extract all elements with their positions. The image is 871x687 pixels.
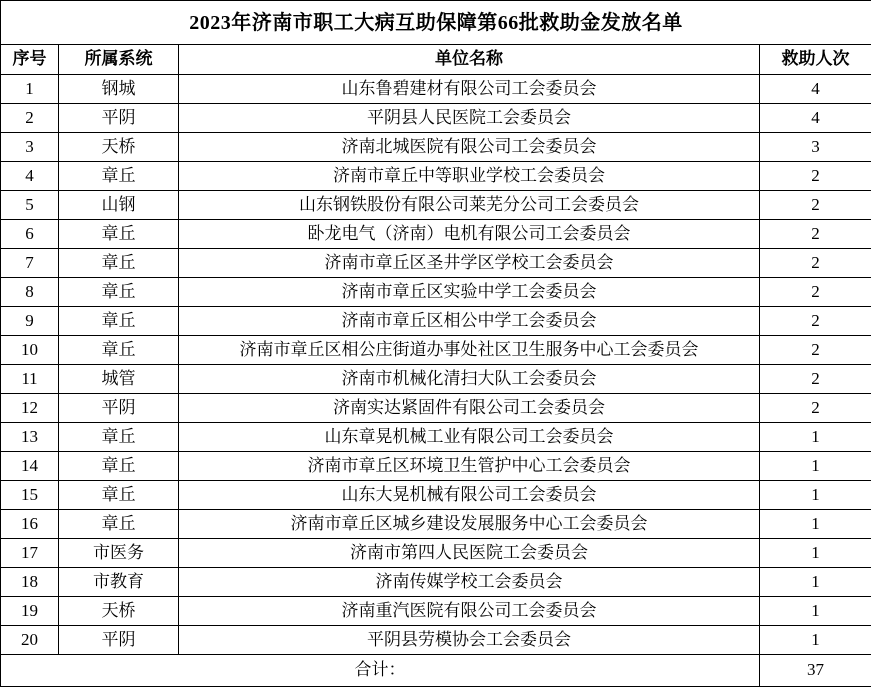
table-row: [1, 249, 871, 278]
cell-count: 2: [760, 191, 871, 220]
table-row: [1, 162, 871, 191]
cell-unit: 济南北城医院有限公司工会委员会: [179, 133, 760, 162]
cell-system: 钢城: [59, 75, 179, 104]
table-row: [1, 568, 871, 597]
cell-system: 章丘: [59, 249, 179, 278]
cell-unit: 济南实达紧固件有限公司工会委员会: [179, 394, 760, 423]
col-header-no: 序号: [1, 45, 59, 75]
cell-no: 16: [1, 510, 59, 539]
cell-count: 2: [760, 220, 871, 249]
table-row: [1, 75, 871, 104]
table-row: [1, 481, 871, 510]
cell-system: 章丘: [59, 423, 179, 452]
cell-count: 2: [760, 249, 871, 278]
cell-no: 19: [1, 597, 59, 626]
table-row: [1, 452, 871, 481]
total-row: [1, 655, 871, 687]
cell-system: 天桥: [59, 133, 179, 162]
cell-count: 4: [760, 75, 871, 104]
cell-system: 平阴: [59, 394, 179, 423]
cell-count: 1: [760, 481, 871, 510]
cell-count: 2: [760, 365, 871, 394]
cell-count: 1: [760, 568, 871, 597]
cell-unit: 山东章晃机械工业有限公司工会委员会: [179, 423, 760, 452]
cell-unit: 济南市章丘区相公庄街道办事处社区卫生服务中心工会委员会: [179, 336, 760, 365]
cell-count: 4: [760, 104, 871, 133]
cell-count: 2: [760, 394, 871, 423]
cell-unit: 济南市章丘区实验中学工会委员会: [179, 278, 760, 307]
cell-unit: 济南重汽医院有限公司工会委员会: [179, 597, 760, 626]
cell-count: 1: [760, 510, 871, 539]
col-header-unit: 单位名称: [179, 45, 760, 75]
table-row: [1, 626, 871, 655]
cell-unit: 济南市章丘区圣井学区学校工会委员会: [179, 249, 760, 278]
cell-no: 1: [1, 75, 59, 104]
header-row: [1, 45, 871, 75]
title-row: [1, 1, 871, 45]
total-label: 合计：: [1, 655, 760, 687]
table-row: [1, 336, 871, 365]
cell-system: 章丘: [59, 307, 179, 336]
cell-no: 3: [1, 133, 59, 162]
cell-no: 15: [1, 481, 59, 510]
cell-no: 12: [1, 394, 59, 423]
cell-no: 5: [1, 191, 59, 220]
cell-no: 13: [1, 423, 59, 452]
cell-unit: 济南市机械化清扫大队工会委员会: [179, 365, 760, 394]
table-row: [1, 365, 871, 394]
cell-no: 9: [1, 307, 59, 336]
table-row: [1, 423, 871, 452]
cell-no: 8: [1, 278, 59, 307]
cell-count: 2: [760, 336, 871, 365]
cell-no: 11: [1, 365, 59, 394]
col-header-system: 所属系统: [59, 45, 179, 75]
table-row: [1, 191, 871, 220]
table-row: [1, 133, 871, 162]
table-row: [1, 307, 871, 336]
cell-unit: 济南市章丘中等职业学校工会委员会: [179, 162, 760, 191]
cell-no: 18: [1, 568, 59, 597]
cell-unit: 济南传媒学校工会委员会: [179, 568, 760, 597]
table-row: [1, 278, 871, 307]
table-row: [1, 510, 871, 539]
cell-count: 1: [760, 539, 871, 568]
page-title: 2023年济南市职工大病互助保障第66批救助金发放名单: [1, 1, 871, 45]
cell-no: 14: [1, 452, 59, 481]
cell-no: 20: [1, 626, 59, 655]
table-row: [1, 597, 871, 626]
cell-count: 1: [760, 452, 871, 481]
cell-no: 2: [1, 104, 59, 133]
table-row: [1, 539, 871, 568]
cell-no: 10: [1, 336, 59, 365]
cell-unit: 山东钢铁股份有限公司莱芜分公司工会委员会: [179, 191, 760, 220]
cell-count: 2: [760, 278, 871, 307]
cell-system: 章丘: [59, 481, 179, 510]
cell-no: 4: [1, 162, 59, 191]
cell-unit: 山东鲁碧建材有限公司工会委员会: [179, 75, 760, 104]
cell-count: 1: [760, 626, 871, 655]
cell-system: 市医务: [59, 539, 179, 568]
cell-unit: 济南市第四人民医院工会委员会: [179, 539, 760, 568]
table-row: [1, 220, 871, 249]
cell-system: 城管: [59, 365, 179, 394]
cell-unit: 卧龙电气（济南）电机有限公司工会委员会: [179, 220, 760, 249]
cell-system: 章丘: [59, 336, 179, 365]
table-row: [1, 104, 871, 133]
cell-system: 山钢: [59, 191, 179, 220]
cell-system: 章丘: [59, 510, 179, 539]
cell-system: 章丘: [59, 452, 179, 481]
cell-no: 6: [1, 220, 59, 249]
cell-system: 平阴: [59, 104, 179, 133]
cell-unit: 平阴县人民医院工会委员会: [179, 104, 760, 133]
cell-unit: 平阴县劳模协会工会委员会: [179, 626, 760, 655]
cell-count: 2: [760, 307, 871, 336]
cell-unit: 济南市章丘区城乡建设发展服务中心工会委员会: [179, 510, 760, 539]
cell-count: 1: [760, 423, 871, 452]
cell-system: 天桥: [59, 597, 179, 626]
total-value: 37: [760, 655, 871, 687]
cell-unit: 山东大晃机械有限公司工会委员会: [179, 481, 760, 510]
cell-unit: 济南市章丘区环境卫生管护中心工会委员会: [179, 452, 760, 481]
cell-no: 7: [1, 249, 59, 278]
cell-unit: 济南市章丘区相公中学工会委员会: [179, 307, 760, 336]
cell-count: 2: [760, 162, 871, 191]
cell-system: 章丘: [59, 278, 179, 307]
cell-no: 17: [1, 539, 59, 568]
cell-count: 1: [760, 597, 871, 626]
cell-system: 章丘: [59, 162, 179, 191]
cell-count: 3: [760, 133, 871, 162]
col-header-count: 救助人次: [760, 45, 871, 75]
cell-system: 市教育: [59, 568, 179, 597]
table-row: [1, 394, 871, 423]
cell-system: 章丘: [59, 220, 179, 249]
table-body: [1, 75, 871, 655]
cell-system: 平阴: [59, 626, 179, 655]
